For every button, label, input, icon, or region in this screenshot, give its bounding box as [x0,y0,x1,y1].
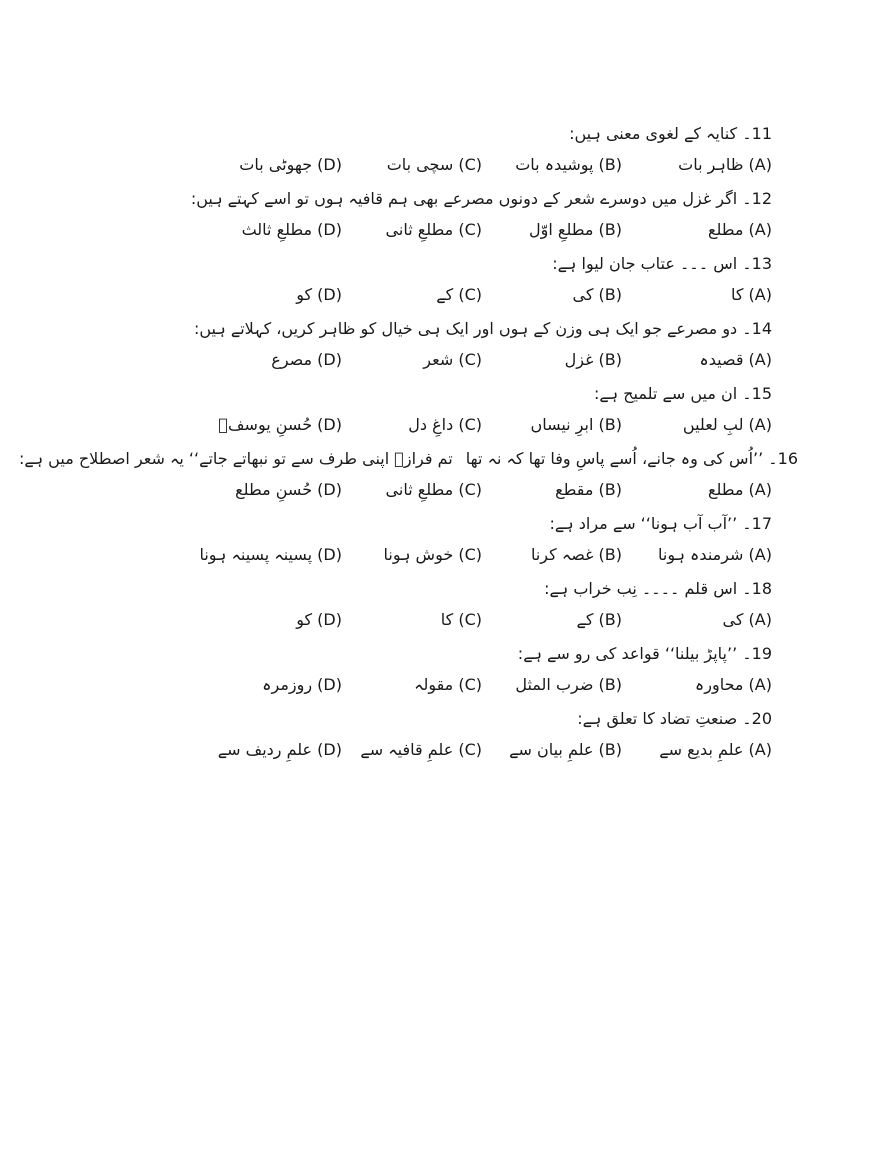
option-a: (A) مطلع [707,220,772,239]
option-b: (B) کے [576,610,622,629]
question-11: 11۔ کنایہ کے لغوی معنی ہیں: [569,124,772,143]
options-11 [212,152,772,178]
option-a: (A) علمِ بدیع سے [659,740,772,759]
option-b: (B) غصہ کرنا [530,545,622,564]
option-a: (A) شرمندہ ہونا [658,545,772,564]
option-c: (C) سچی بات [386,155,482,174]
option-d: (D) علمِ ردیف سے [217,740,342,759]
option-c: (C) داغِ دل [408,415,482,434]
question-20: 20۔ صنعتِ تضاد کا تعلق ہے: [577,709,772,728]
question-12: 12۔ اگر غزل میں دوسرے شعر کے دونوں مصرعے بھی ہم قافیہ ہوں تو اسے کہتے ہیں: [190,189,772,208]
option-a: (A) مطلع [707,480,772,499]
options-18 [212,607,772,633]
option-a: (A) قصیدہ [699,350,772,369]
option-d: (D) حُسنِ مطلع [235,480,342,499]
question-14: 14۔ دو مصرعے جو ایک ہی وزن کے ہوں اور ایک ہی خیال کو ظاہر کریں، کہلاتے ہیں: [193,319,772,338]
option-b: (B) ابرِ نیساں [530,415,622,434]
question-16 [18,447,798,471]
option-b: (B) علمِ بیان سے [509,740,622,759]
option-c: (C) مطلعِ ثانی [385,480,482,499]
option-d: (D) مطلعِ ثالث [241,220,342,239]
question-19: 19۔ ’’پاپڑ بیلنا‘‘ قواعد کی رو سے ہے: [517,644,772,663]
option-b: (B) کی [572,285,622,304]
question-18: 18۔ اس قلم ۔۔۔۔ نِب خراب ہے: [544,579,772,598]
option-a: (A) کی [722,610,772,629]
question-16-line: 16۔ ’’اُس کی وہ جانے، اُسے پاسِ وفا تھا کہ نہ تھا [465,449,798,468]
options-17 [199,542,772,568]
option-d: (D) مصرع [271,350,342,369]
option-b: (B) ضرب المثل [515,675,622,694]
option-b: (B) مطلعِ اوّل [529,220,622,239]
option-b: (B) پوشیدہ بات [515,155,622,174]
option-c: (C) خوش ہونا [383,545,482,564]
question-16-verse: تم فرازؔ اپنی طرف سے تو نبھاتے جاتے‘‘ یہ شعر اصطلاح میں ہے: [18,449,453,468]
options-15 [212,412,772,438]
options-12 [212,217,772,243]
option-c: (C) مطلعِ ثانی [385,220,482,239]
options-13 [212,282,772,308]
option-c: (C) علمِ قافیہ سے [360,740,482,759]
options-20 [212,737,772,763]
option-b: (B) مقطع [555,480,622,499]
option-a: (A) کا [730,285,772,304]
option-d: (D) کو [296,610,342,629]
option-d: (D) روزمرہ [262,675,342,694]
option-a: (A) محاورہ [694,675,772,694]
option-d: (D) پسینہ پسینہ ہونا [199,545,342,564]
option-c: (C) کا [440,610,482,629]
option-d: (D) جھوٹی بات [239,155,342,174]
question-13: 13۔ اس ۔۔۔ عتاب جان لیوا ہے: [552,254,772,273]
option-d: (D) حُسنِ یوسفؑ [218,415,342,434]
options-19 [212,672,772,698]
option-c: (C) مقولہ [414,675,482,694]
option-a: (A) ظاہر بات [678,155,772,174]
question-17: 17۔ ’’آب آب ہونا‘‘ سے مراد ہے: [549,514,772,533]
option-d: (D) کو [296,285,342,304]
options-14 [212,347,772,373]
option-a: (A) لبِ لعلیں [682,415,772,434]
question-15: 15۔ ان میں سے تلمیح ہے: [593,384,772,403]
options-16 [212,477,772,503]
option-b: (B) غزل [564,350,622,369]
option-c: (C) کے [436,285,482,304]
option-c: (C) شعر [423,350,482,369]
